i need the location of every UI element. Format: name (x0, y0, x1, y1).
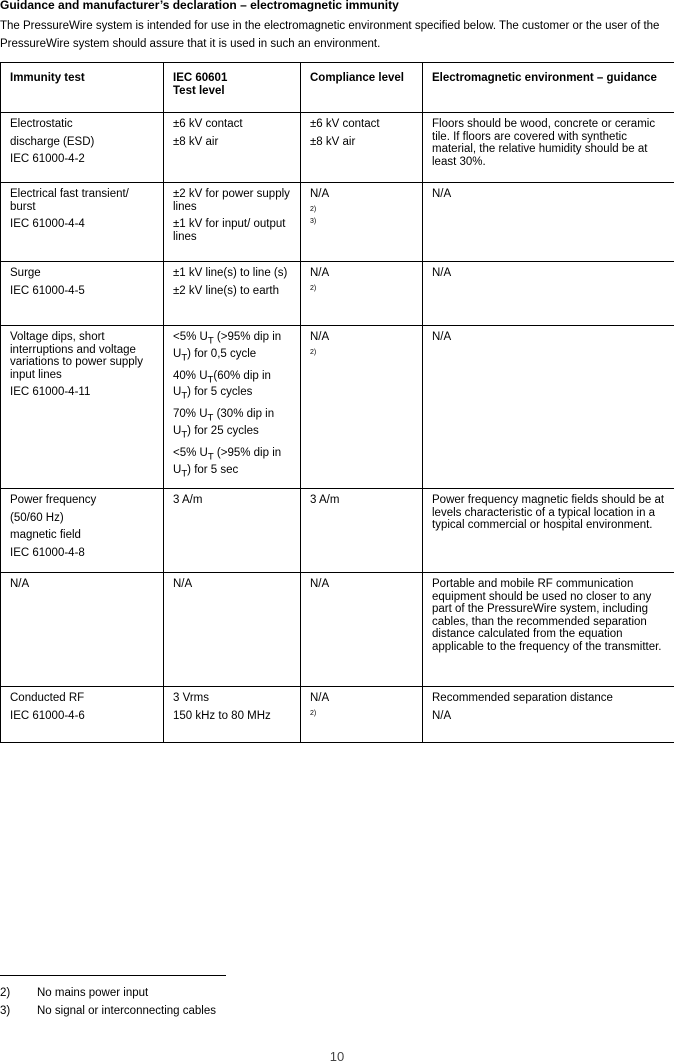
cell-compliance-level (301, 113, 423, 183)
table-row (1, 326, 674, 489)
footnote-text: No mains power input (37, 987, 148, 999)
header-immunity-test: Immunity test (1, 63, 164, 113)
cell-compliance-level (301, 573, 423, 687)
cell-immunity-test (1, 489, 164, 573)
header-environment: Electromagnetic environment – guidance (423, 63, 674, 113)
cell-immunity-test (1, 113, 164, 183)
header-compliance-level: Compliance level (301, 63, 423, 113)
cell-immunity-test-line: IEC 61000-4-2 (10, 153, 155, 166)
cell-environment (423, 326, 674, 489)
immunity-table (0, 62, 674, 743)
cell-test-level-line: ±1 kV for input/ output lines (173, 218, 292, 243)
header-test-level-line1: IEC 60601 (173, 72, 292, 85)
cell-immunity-test-line: IEC 61000-4-11 (10, 386, 155, 399)
table-row (1, 262, 674, 326)
cell-test-level-line: 40% $U_T(60\%$ dip in $U_T$) for 5 cycles (173, 370, 292, 404)
cell-environment-line: N/A (432, 267, 666, 280)
cell-immunity-test-line: magnetic field (10, 529, 155, 542)
cell-environment (423, 113, 674, 183)
cell-immunity-test (1, 183, 164, 262)
footnote-number: 3) (0, 1005, 37, 1017)
cell-test-level-line: 3 Vrms (173, 692, 292, 705)
cell-immunity-test (1, 262, 164, 326)
footnote-text: No signal or interconnecting cables (37, 1005, 216, 1017)
cell-environment (423, 687, 674, 743)
cell-test-level (164, 326, 301, 489)
cell-environment-line: Portable and mobile RF communication equipment should be used no closer to any part of the PressureWire system, including cables, than the recommended separation distance calculated from the equation applicable to the frequency of the transmitter. (432, 578, 666, 653)
footnote-reference: 2) (310, 206, 414, 214)
header-test-level-line2: Test level (173, 85, 292, 98)
cell-environment-line: Recommended separation distance (432, 692, 666, 705)
cell-immunity-test-line: Electrostatic (10, 118, 155, 131)
cell-test-level-line: ±1 kV line(s) to line (s) (173, 267, 292, 280)
cell-immunity-test-line: N/A (10, 578, 155, 591)
footnote-item (0, 1005, 216, 1017)
cell-compliance-level (301, 326, 423, 489)
cell-compliance-level-line: ±6 kV contact (310, 118, 414, 131)
cell-environment-line: N/A (432, 710, 666, 723)
cell-environment (423, 183, 674, 262)
footnote-item (0, 987, 148, 999)
cell-immunity-test-line: Surge (10, 267, 155, 280)
cell-test-level (164, 687, 301, 743)
table-row (1, 687, 674, 743)
cell-immunity-test (1, 687, 164, 743)
cell-compliance-level-line: N/A (310, 267, 414, 280)
cell-environment (423, 262, 674, 326)
cell-immunity-test-line: Voltage dips, short interruptions and voltage variations to power supply input lines (10, 331, 155, 381)
cell-environment (423, 489, 674, 573)
table-row (1, 113, 674, 183)
cell-environment (423, 573, 674, 687)
cell-immunity-test-line: IEC 61000-4-4 (10, 218, 155, 231)
cell-test-level-line: 3 A/m (173, 494, 292, 507)
cell-compliance-level (301, 489, 423, 573)
cell-compliance-level-line: N/A (310, 578, 414, 591)
table-header-row (1, 63, 674, 113)
cell-environment-line: Power frequency magnetic fields should be at levels characteristic of a typical location in a typical commercial or hospital environment. (432, 494, 666, 532)
cell-immunity-test-line: Power frequency (10, 494, 155, 507)
cell-test-level-line: ±2 kV line(s) to earth (173, 285, 292, 298)
footnote-number: 2) (0, 987, 37, 999)
cell-test-level-line: N/A (173, 578, 292, 591)
cell-immunity-test-line: IEC 61000-4-5 (10, 285, 155, 298)
cell-immunity-test-line: Electrical fast transient/ burst (10, 188, 155, 213)
cell-immunity-test (1, 573, 164, 687)
cell-environment-line: N/A (432, 331, 666, 344)
cell-compliance-level-line: N/A (310, 331, 414, 344)
cell-immunity-test (1, 326, 164, 489)
cell-test-level-line: <5% $U_T$ (>95% dip in $U_T$) for 5 sec (173, 447, 292, 481)
cell-compliance-level-line: N/A (310, 692, 414, 705)
cell-compliance-level (301, 687, 423, 743)
cell-compliance-level-line: N/A (310, 188, 414, 201)
cell-environment-line: N/A (432, 188, 666, 201)
cell-immunity-test-line: IEC 61000-4-8 (10, 547, 155, 560)
cell-test-level-line: 150 kHz to 80 MHz (173, 710, 292, 723)
cell-test-level-line: ±8 kV air (173, 136, 292, 149)
header-test-level (164, 63, 301, 113)
cell-immunity-test-line: (50/60 Hz) (10, 512, 155, 525)
cell-compliance-level-line: ±8 kV air (310, 136, 414, 149)
cell-test-level (164, 573, 301, 687)
cell-test-level (164, 183, 301, 262)
table-row (1, 183, 674, 262)
cell-immunity-test-line: discharge (ESD) (10, 136, 155, 149)
footnote-reference: 3) (310, 218, 414, 226)
footnote-reference: 2) (310, 285, 414, 293)
cell-test-level (164, 262, 301, 326)
cell-test-level-line: ±2 kV for power supply lines (173, 188, 292, 213)
footnote-reference: 2) (310, 710, 414, 718)
section-heading: Guidance and manufacturer’s declaration – electromagnetic immunity (0, 0, 399, 12)
cell-immunity-test-line: Conducted RF (10, 692, 155, 705)
cell-test-level-line: 70% $U_T$ (30% dip in $U_T$) for 25 cycles (173, 408, 292, 442)
cell-compliance-level-line: 3 A/m (310, 494, 414, 507)
cell-environment-line: Floors should be wood, concrete or ceramic tile. If floors are covered with synthetic material, the relative humidity should be at least 30%. (432, 118, 666, 168)
intro-paragraph: The PressureWire system is intended for use in the electromagnetic environment specified below. The customer or the user of the PressureWire system should assure that it is used in such an environment. (0, 17, 672, 53)
footnote-separator (0, 975, 226, 976)
table-row (1, 489, 674, 573)
cell-test-level-line: <5% $U_T$ (>95% dip in $U_T$) for 0,5 cycle (173, 331, 292, 365)
cell-compliance-level (301, 183, 423, 262)
table-body (1, 113, 674, 743)
cell-test-level-line: ±6 kV contact (173, 118, 292, 131)
cell-test-level (164, 113, 301, 183)
table-row (1, 573, 674, 687)
cell-immunity-test-line: IEC 61000-4-6 (10, 710, 155, 723)
cell-test-level (164, 489, 301, 573)
cell-compliance-level (301, 262, 423, 326)
footnote-reference: 2) (310, 349, 414, 357)
page-number: 10 (0, 1049, 674, 1064)
